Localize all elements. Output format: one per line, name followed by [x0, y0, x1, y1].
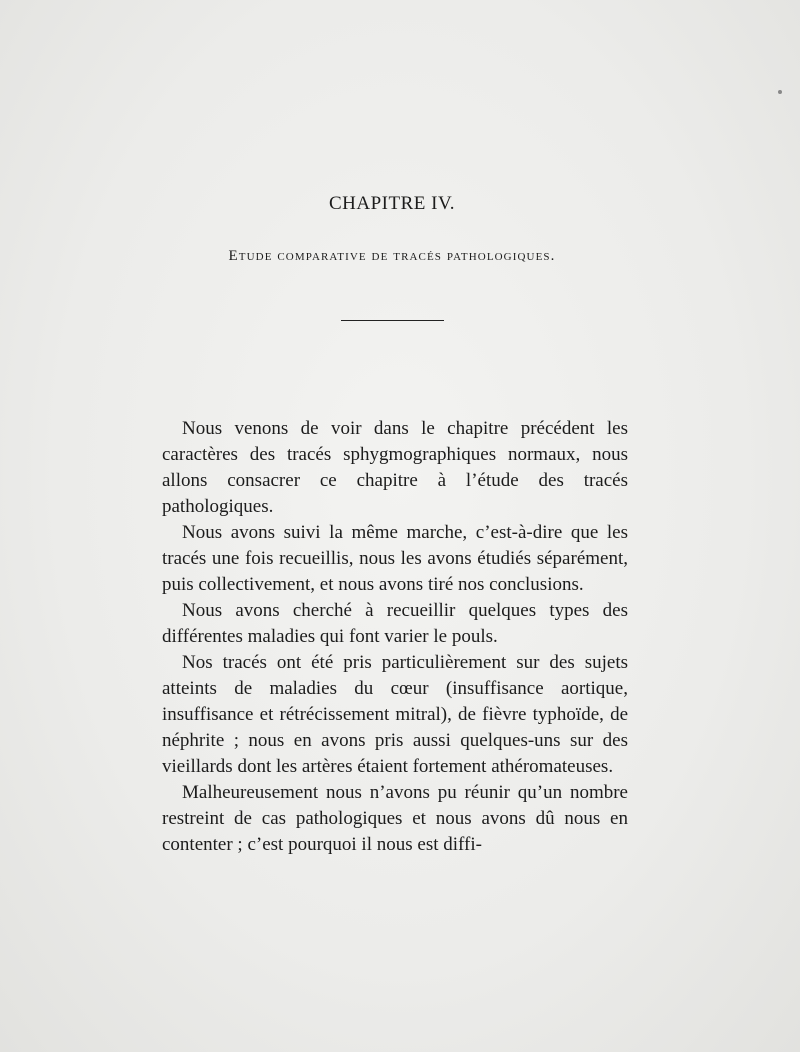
chapter-title: CHAPITRE IV.	[329, 193, 455, 214]
paragraph: Nos tracés ont été pris particulièrement sur des sujets atteints de maladies du cœur (insuffisance aortique, insuffisance et rétrécissement mitral), de fièvre typhoïde, de néphrite ; nous en avons pris aussi quelques-uns sur des vieillards dont les artères étaient fortement athéromateuses.	[162, 652, 628, 777]
body-text	[162, 416, 628, 858]
paragraph: Malheureusement nous n’avons pu réunir qu’un nombre restreint de cas pathologiques et nous avons dû nous en contenter ; c’est pourquoi il nous est diffi-	[162, 782, 628, 855]
section-divider	[341, 320, 444, 321]
paragraph: Nous venons de voir dans le chapitre précédent les caractères des tracés sphygmographiques normaux, nous allons consacrer ce chapitre à l’étude des tracés pathologiques.	[162, 418, 628, 517]
paper-speck	[778, 90, 782, 94]
paragraph: Nous avons suivi la même marche, c’est-à-dire que les tracés une fois recueillis, nous les avons étudiés séparément, puis collectivement, et nous avons tiré nos conclusions.	[162, 522, 628, 595]
paragraph: Nous avons cherché à recueillir quelques types des différentes maladies qui font varier le pouls.	[162, 600, 628, 647]
chapter-subtitle: Etude comparative de tracés pathologiques.	[228, 248, 556, 264]
